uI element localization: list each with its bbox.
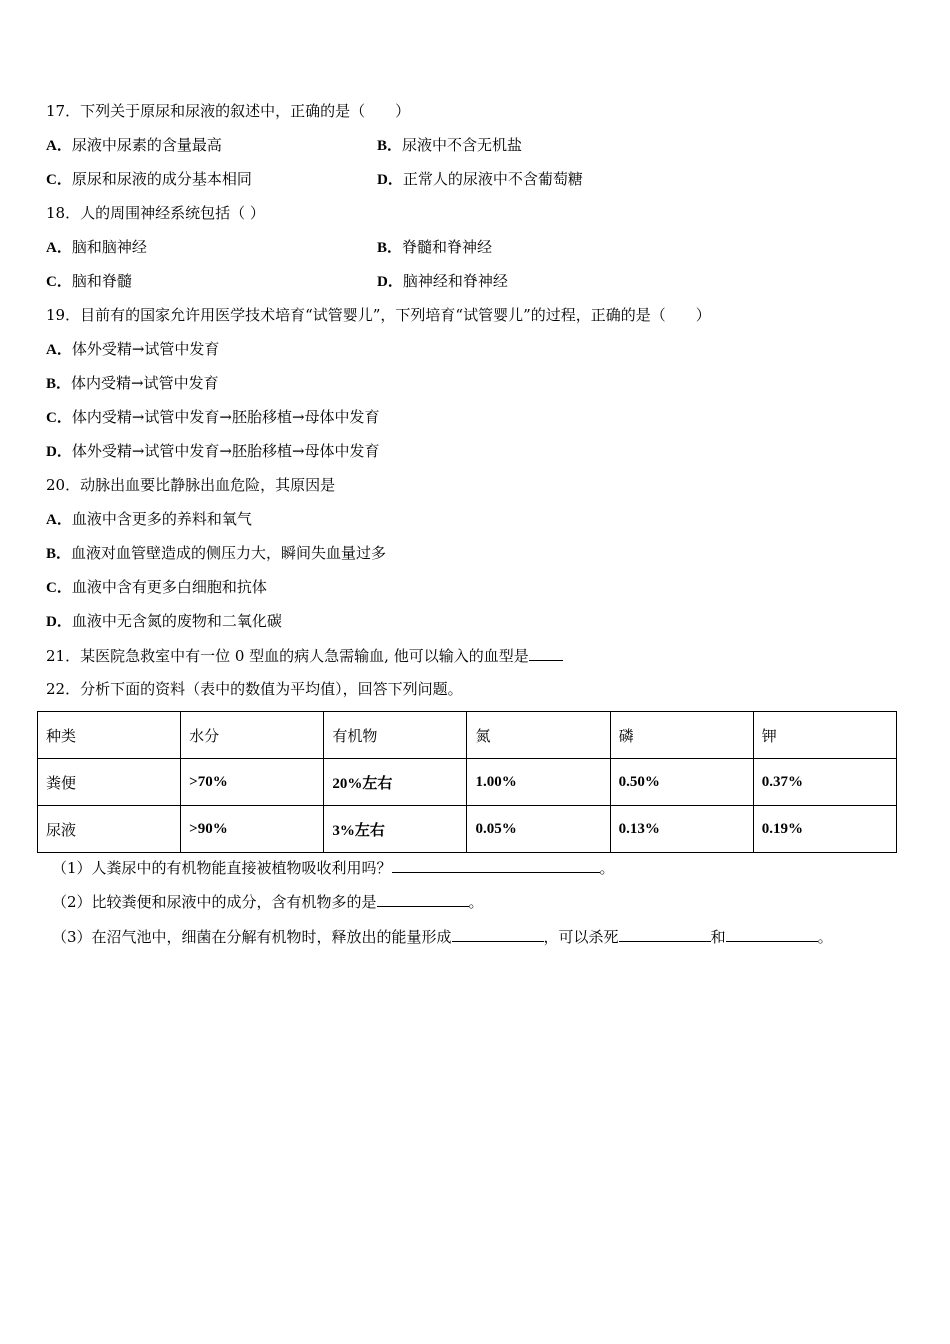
q17-option-d[interactable] [377, 168, 583, 190]
q22-sub2-text: （2）比较粪便和尿液中的成分，含有机物多的是 [52, 893, 377, 911]
q22-sub3-end: 。 [817, 928, 833, 946]
table-cell: 0.37% [753, 759, 896, 806]
q22-sub3-mid2: 和 [710, 928, 726, 946]
option-letter: D． [377, 172, 403, 188]
option-text: 血液中含更多的养料和氧气 [71, 510, 252, 528]
option-text: 血液对血管壁造成的侧压力大，瞬间失血量过多 [71, 544, 387, 562]
table-header-row [38, 712, 897, 759]
q22-sub1-blank[interactable] [392, 856, 600, 873]
q19-option-c[interactable] [46, 406, 380, 428]
option-text: 脑和脑神经 [71, 238, 147, 256]
table-cell: 20%左右 [324, 759, 467, 806]
option-letter: B． [46, 376, 72, 392]
option-letter: C． [46, 410, 72, 426]
table-header-cell: 种类 [38, 712, 181, 759]
option-text: 体外受精→试管中发育 [71, 340, 220, 358]
table-cell: 0.13% [610, 806, 753, 853]
table-header-cell: 水分 [181, 712, 324, 759]
option-text: 体外受精→试管中发育→胚胎移植→母体中发育 [71, 442, 380, 460]
table-cell: >90% [181, 806, 324, 853]
q20-option-d[interactable] [46, 610, 282, 632]
q20-option-a[interactable] [46, 508, 252, 530]
option-letter: D． [46, 614, 72, 630]
q18-option-b[interactable] [377, 236, 492, 258]
option-text: 体内受精→试管中发育→胚胎移植→母体中发育 [71, 408, 380, 426]
table-cell: 0.05% [467, 806, 610, 853]
option-letter: C． [46, 172, 72, 188]
table-header-cell: 氮 [467, 712, 610, 759]
table-cell: 尿液 [38, 806, 181, 853]
q19-stem: 19．目前有的国家允许用医学技术培育“试管婴儿”，下列培育“试管婴儿”的过程，正确的是（ ） [46, 306, 711, 324]
table-cell: 1.00% [467, 759, 610, 806]
option-letter: B． [377, 138, 403, 154]
q17-option-b[interactable] [377, 134, 522, 156]
option-letter: A． [46, 512, 72, 528]
option-text: 体内受精→试管中发育 [71, 374, 219, 392]
q19-option-a[interactable] [46, 338, 219, 360]
table-header-cell: 钾 [753, 712, 896, 759]
table-cell: >70% [181, 759, 324, 806]
q17-option-a[interactable] [46, 134, 222, 156]
q22-sub2 [52, 890, 484, 912]
table-header-cell: 磷 [610, 712, 753, 759]
option-text: 原尿和尿液的成分基本相同 [71, 170, 252, 188]
q18-option-d[interactable] [377, 270, 508, 292]
q20-stem: 20．动脉出血要比静脉出血危险，其原因是 [46, 476, 336, 494]
table-cell: 3%左右 [324, 806, 467, 853]
q22-sub3 [52, 925, 833, 947]
q22-sub3-blank-2[interactable] [619, 925, 711, 942]
q21-line [46, 644, 563, 666]
option-text: 脑神经和脊神经 [402, 272, 508, 290]
q17-option-c[interactable] [46, 168, 252, 190]
q17-stem: 17．下列关于原尿和尿液的叙述中，正确的是（ ） [46, 102, 411, 120]
q22-sub2-blank[interactable] [377, 890, 469, 907]
option-letter: C． [46, 580, 72, 596]
option-letter: A． [46, 240, 72, 256]
option-text: 脊髓和脊神经 [402, 238, 493, 256]
q22-sub1 [52, 856, 615, 878]
option-letter: D． [377, 274, 403, 290]
q19-option-d[interactable] [46, 440, 380, 462]
option-text: 血液中含有更多白细胞和抗体 [71, 578, 267, 596]
q22-sub2-end: 。 [468, 893, 484, 911]
q18-stem: 18．人的周围神经系统包括（ ） [46, 204, 265, 222]
table-header-cell: 有机物 [324, 712, 467, 759]
q22-sub3-blank-1[interactable] [452, 925, 544, 942]
option-text: 尿液中不含无机盐 [402, 136, 523, 154]
table-row [38, 759, 897, 806]
q19-option-b[interactable] [46, 372, 219, 394]
table-cell: 0.50% [610, 759, 753, 806]
q22-sub3-mid1: ，可以杀死 [543, 928, 619, 946]
option-text: 正常人的尿液中不含葡萄糖 [402, 170, 583, 188]
option-letter: A． [46, 342, 72, 358]
q22-sub1-text: （1）人粪尿中的有机物能直接被植物吸收利用吗？ [52, 859, 392, 877]
q18-option-c[interactable] [46, 270, 132, 292]
q22-stem: 22．分析下面的资料（表中的数值为平均值），回答下列问题。 [46, 680, 463, 698]
q20-option-b[interactable] [46, 542, 386, 564]
q22-data-table [37, 711, 897, 853]
q21-stem: 21．某医院急救室中有一位 0 型血的病人急需输血, 他可以输入的血型是 [46, 647, 529, 665]
table-cell: 0.19% [753, 806, 896, 853]
q22-sub3-text: （3）在沼气池中，细菌在分解有机物时，释放出的能量形成 [52, 928, 452, 946]
option-text: 血液中无含氮的废物和二氧化碳 [71, 612, 282, 630]
option-letter: A． [46, 138, 72, 154]
table-row [38, 806, 897, 853]
option-letter: C． [46, 274, 72, 290]
option-letter: D． [46, 444, 72, 460]
q18-option-a[interactable] [46, 236, 147, 258]
option-text: 脑和脊髓 [71, 272, 132, 290]
option-letter: B． [377, 240, 403, 256]
q20-option-c[interactable] [46, 576, 267, 598]
table-cell: 粪便 [38, 759, 181, 806]
q21-answer-blank[interactable] [529, 644, 563, 661]
q22-sub1-end: 。 [599, 859, 615, 877]
option-letter: B． [46, 546, 72, 562]
q22-sub3-blank-3[interactable] [726, 925, 818, 942]
option-text: 尿液中尿素的含量最高 [71, 136, 222, 154]
